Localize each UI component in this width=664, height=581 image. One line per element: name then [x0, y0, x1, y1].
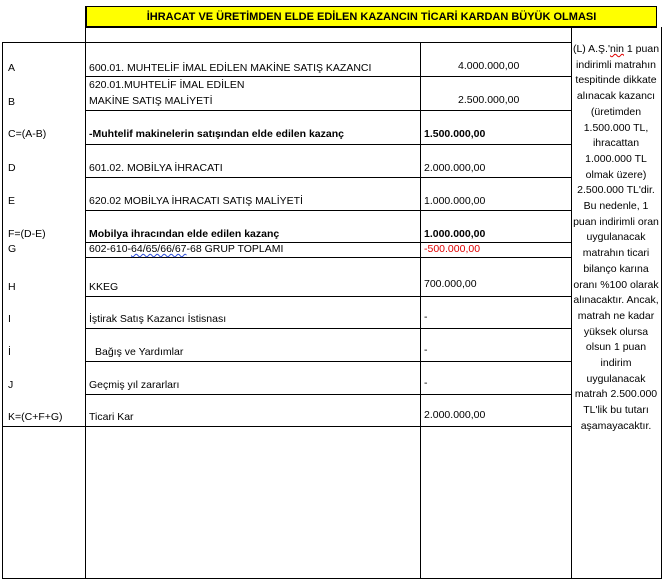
note-text: 1 puan indirimli matrahın tespitinde dikkate alınacak kazancı (üretimden 1.500.000 TL, ihracattan 1.000.000 TL olmak üzere) 2.500.000 TL'dir. Bu nedenle, 1 puan indirimli oran uygulanacak matrahın ticari bilanço karına oranı %100 olarak alınacaktır. Ancak, matrah ne kadar yüksek olursa olsun 1 puan indirim uygulanacak matrah 2.500.000 TL'lik bu tutarı aşamayacaktır.: [573, 43, 660, 432]
row-description: 601.02. MOBİLYA İHRACATI: [89, 162, 223, 174]
row-value: -: [424, 311, 428, 323]
row-code: J: [8, 379, 14, 391]
row-value: 700.000,00: [424, 278, 477, 290]
row-code: E: [8, 195, 16, 207]
spellcheck-underlined-text: 64/65/66/67: [131, 243, 187, 255]
table-title: İHRACAT VE ÜRETİMDEN ELDE EDİLEN KAZANCIN TİCARİ KARDAN BÜYÜK OLMASI: [86, 6, 657, 27]
row-value: 2.500.000,00: [458, 94, 520, 106]
row-code: İ: [8, 346, 11, 358]
row-description: KKEG: [89, 281, 119, 293]
row-description: Bağış ve Yardımlar: [95, 346, 184, 358]
row-code: K=(C+F+G): [8, 411, 63, 423]
row-description-line1: 620.01.MUHTELİF İMAL EDİLEN: [89, 79, 245, 91]
row-value: 1.500.000,00: [424, 128, 486, 140]
row-description-post: -68 GRUP TOPLAMI: [186, 243, 284, 255]
row-value: 4.000.000,00: [458, 60, 520, 72]
row-value: -: [424, 377, 428, 389]
row-description: 620.02 MOBİLYA İHRACATI SATIŞ MALİYETİ: [89, 195, 303, 207]
row-description: Geçmiş yıl zararları: [89, 379, 180, 391]
row-value: 2.000.000,00: [424, 409, 486, 421]
row-code: A: [8, 62, 16, 74]
note-text-start: (L) A.Ş.': [572, 43, 610, 55]
row-value-negative: -500.000,00: [424, 243, 481, 255]
row-value: 1.000.000,00: [424, 195, 486, 207]
row-description: Mobilya ihracından elde edilen kazanç: [89, 228, 280, 240]
row-code: I: [8, 313, 11, 325]
row-value: 2.000.000,00: [424, 162, 486, 174]
row-description: [89, 243, 283, 256]
row-value: -: [424, 344, 428, 356]
row-code: F=(D-E): [8, 228, 46, 240]
spellcheck-underlined-text: nin: [609, 43, 624, 55]
row-code: C=(A-B): [8, 128, 47, 140]
row-description: 600.01. MUHTELİF İMAL EDİLEN MAKİNE SATIŞ KAZANCI: [89, 62, 372, 74]
row-description-pre: 602-610-: [89, 243, 132, 255]
row-code: B: [8, 96, 16, 108]
explanation-note: [572, 42, 660, 435]
row-description-line2: MAKİNE SATIŞ MALİYETİ: [89, 95, 213, 107]
row-description: İştirak Satış Kazancı İstisnası: [89, 313, 227, 325]
row-code: D: [8, 162, 16, 174]
row-description: -Muhtelif makinelerin satışından elde edilen kazanç: [89, 128, 344, 140]
row-value: 1.000.000,00: [424, 228, 486, 240]
row-code: G: [8, 243, 17, 255]
row-description: Ticari Kar: [89, 411, 134, 423]
row-code: H: [8, 281, 16, 293]
